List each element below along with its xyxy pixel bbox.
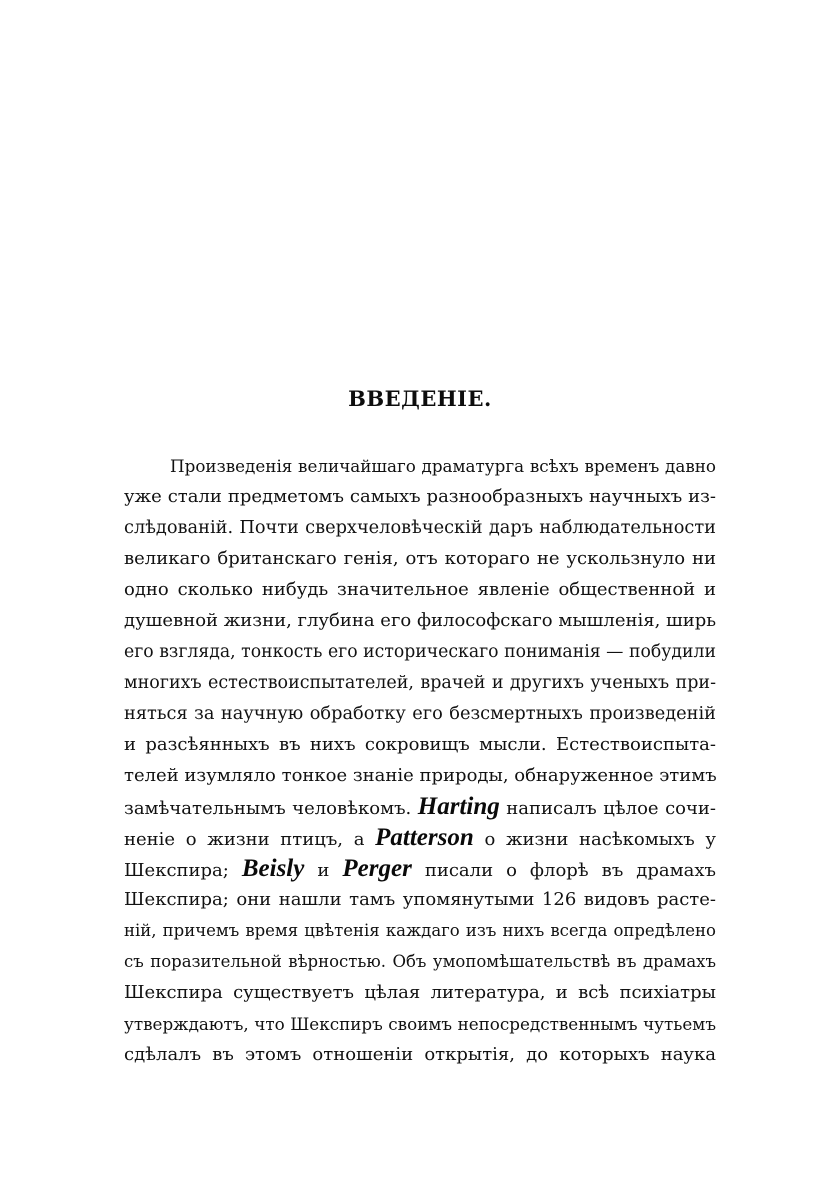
text-line: его взгляда, тонкость его историческаго пониманія — побудили (124, 642, 716, 662)
text-line: и разсѣянныхъ въ нихъ сокровищъ мысли. Естествоиспыта- (124, 734, 716, 755)
author-name: Perger (342, 855, 412, 882)
text-line (124, 793, 716, 824)
text-segment: замѣчательнымъ человѣкомъ. (124, 798, 412, 819)
text-line (124, 855, 716, 886)
chapter-heading: ВВЕДЕНІЕ. (348, 386, 492, 411)
text-line: ній, причемъ время цвѣтенія каждаго изъ нихъ всегда опредѣлено (124, 921, 716, 940)
text-segment: неніе о жизни птицъ, а (124, 829, 365, 850)
text-line: Шекспира; они нашли тамъ упомянутыми 126 видовъ расте- (124, 889, 716, 910)
text-segment: и (317, 860, 330, 881)
body-text (124, 452, 716, 1072)
text-line: съ поразительной вѣрностью. Объ умопомѣшательствѣ въ драмахъ (124, 952, 716, 971)
text-line: великаго британскаго генія, отъ котораго не ускользнуло ни (124, 548, 716, 569)
author-name: Beisly (241, 855, 305, 882)
text-line: Произведенія величайшаго драматурга всѣхъ временъ давно (170, 456, 716, 476)
text-line: Шекспира существуетъ цѣлая литература, и всѣ психіатры (124, 982, 716, 1003)
text-line: одно сколько нибудь значительное явленіе общественной и (124, 579, 716, 600)
text-line (124, 824, 716, 855)
author-name: Harting (417, 793, 500, 820)
text-line: утверждаютъ, что Шекспиръ своимъ непосредственнымъ чутьемъ (124, 1014, 716, 1034)
text-segment: написалъ цѣлое сочи- (506, 798, 716, 819)
text-line: слѣдованій. Почти сверхчеловѣческій даръ наблюдательности (124, 518, 716, 538)
author-name: Patterson (375, 824, 474, 851)
text-line: сдѣлалъ въ этомъ отношеніи открытія, до которыхъ наука (124, 1044, 716, 1065)
text-line: уже стали предметомъ самыхъ разнообразныхъ научныхъ из- (124, 486, 716, 507)
text-line: телей изумляло тонкое знаніе природы, обнаруженное этимъ (124, 765, 717, 786)
text-segment: о жизни насѣкомыхъ у (484, 829, 716, 850)
text-line: душевной жизни, глубина его философскаго мышленія, ширь (124, 610, 717, 631)
text-segment: Шекспира; (124, 860, 229, 881)
text-line: многихъ естествоиспытателей, врачей и другихъ ученыхъ при- (124, 673, 716, 693)
text-line: няться за научную обработку его безсмертныхъ произведеній (124, 704, 716, 724)
text-segment: писали о флорѣ въ драмахъ (424, 860, 716, 881)
